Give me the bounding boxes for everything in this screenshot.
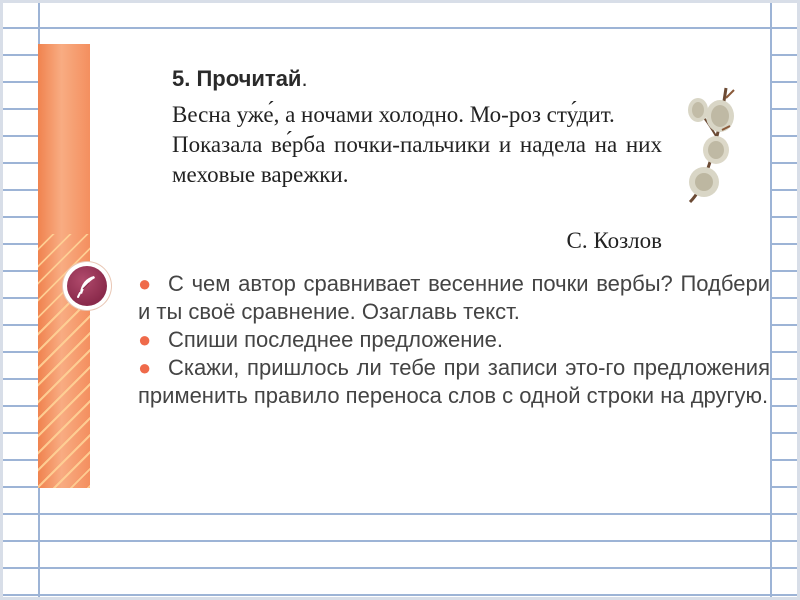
margin-line-right <box>770 0 772 600</box>
bullet-icon: ● <box>138 355 152 380</box>
quill-pen-icon <box>63 262 111 310</box>
task-text: Спиши последнее предложение. <box>168 327 503 352</box>
poem-author: С. Козлов <box>566 228 662 253</box>
poem-text <box>172 100 662 190</box>
poem-line: Весна уже́, а ночами холодно. Мо-роз сту́дит. <box>172 102 615 127</box>
task-list <box>138 270 770 410</box>
exercise-card <box>38 44 770 488</box>
task-item <box>138 354 770 410</box>
bullet-icon: ● <box>138 327 152 352</box>
exercise-title-dot: . <box>301 66 308 91</box>
exercise-title <box>172 66 308 92</box>
poem-line: Показала ве́рба почки-пальчики и надела на них меховые варежки. <box>172 132 662 187</box>
exercise-heading: Прочитай <box>196 66 302 91</box>
task-text: Скажи, пришлось ли тебе при записи это-го предложения применить правило переноса слов с одной строки на другую. <box>138 355 770 408</box>
willow-branch-icon <box>682 86 762 204</box>
exercise-number: 5. <box>172 66 191 91</box>
task-item <box>138 270 770 326</box>
task-text: С чем автор сравнивает весенние почки вербы? Подбери и ты своё сравнение. Озаглавь текст. <box>138 271 770 324</box>
task-item <box>138 326 770 354</box>
bullet-icon: ● <box>138 271 152 296</box>
